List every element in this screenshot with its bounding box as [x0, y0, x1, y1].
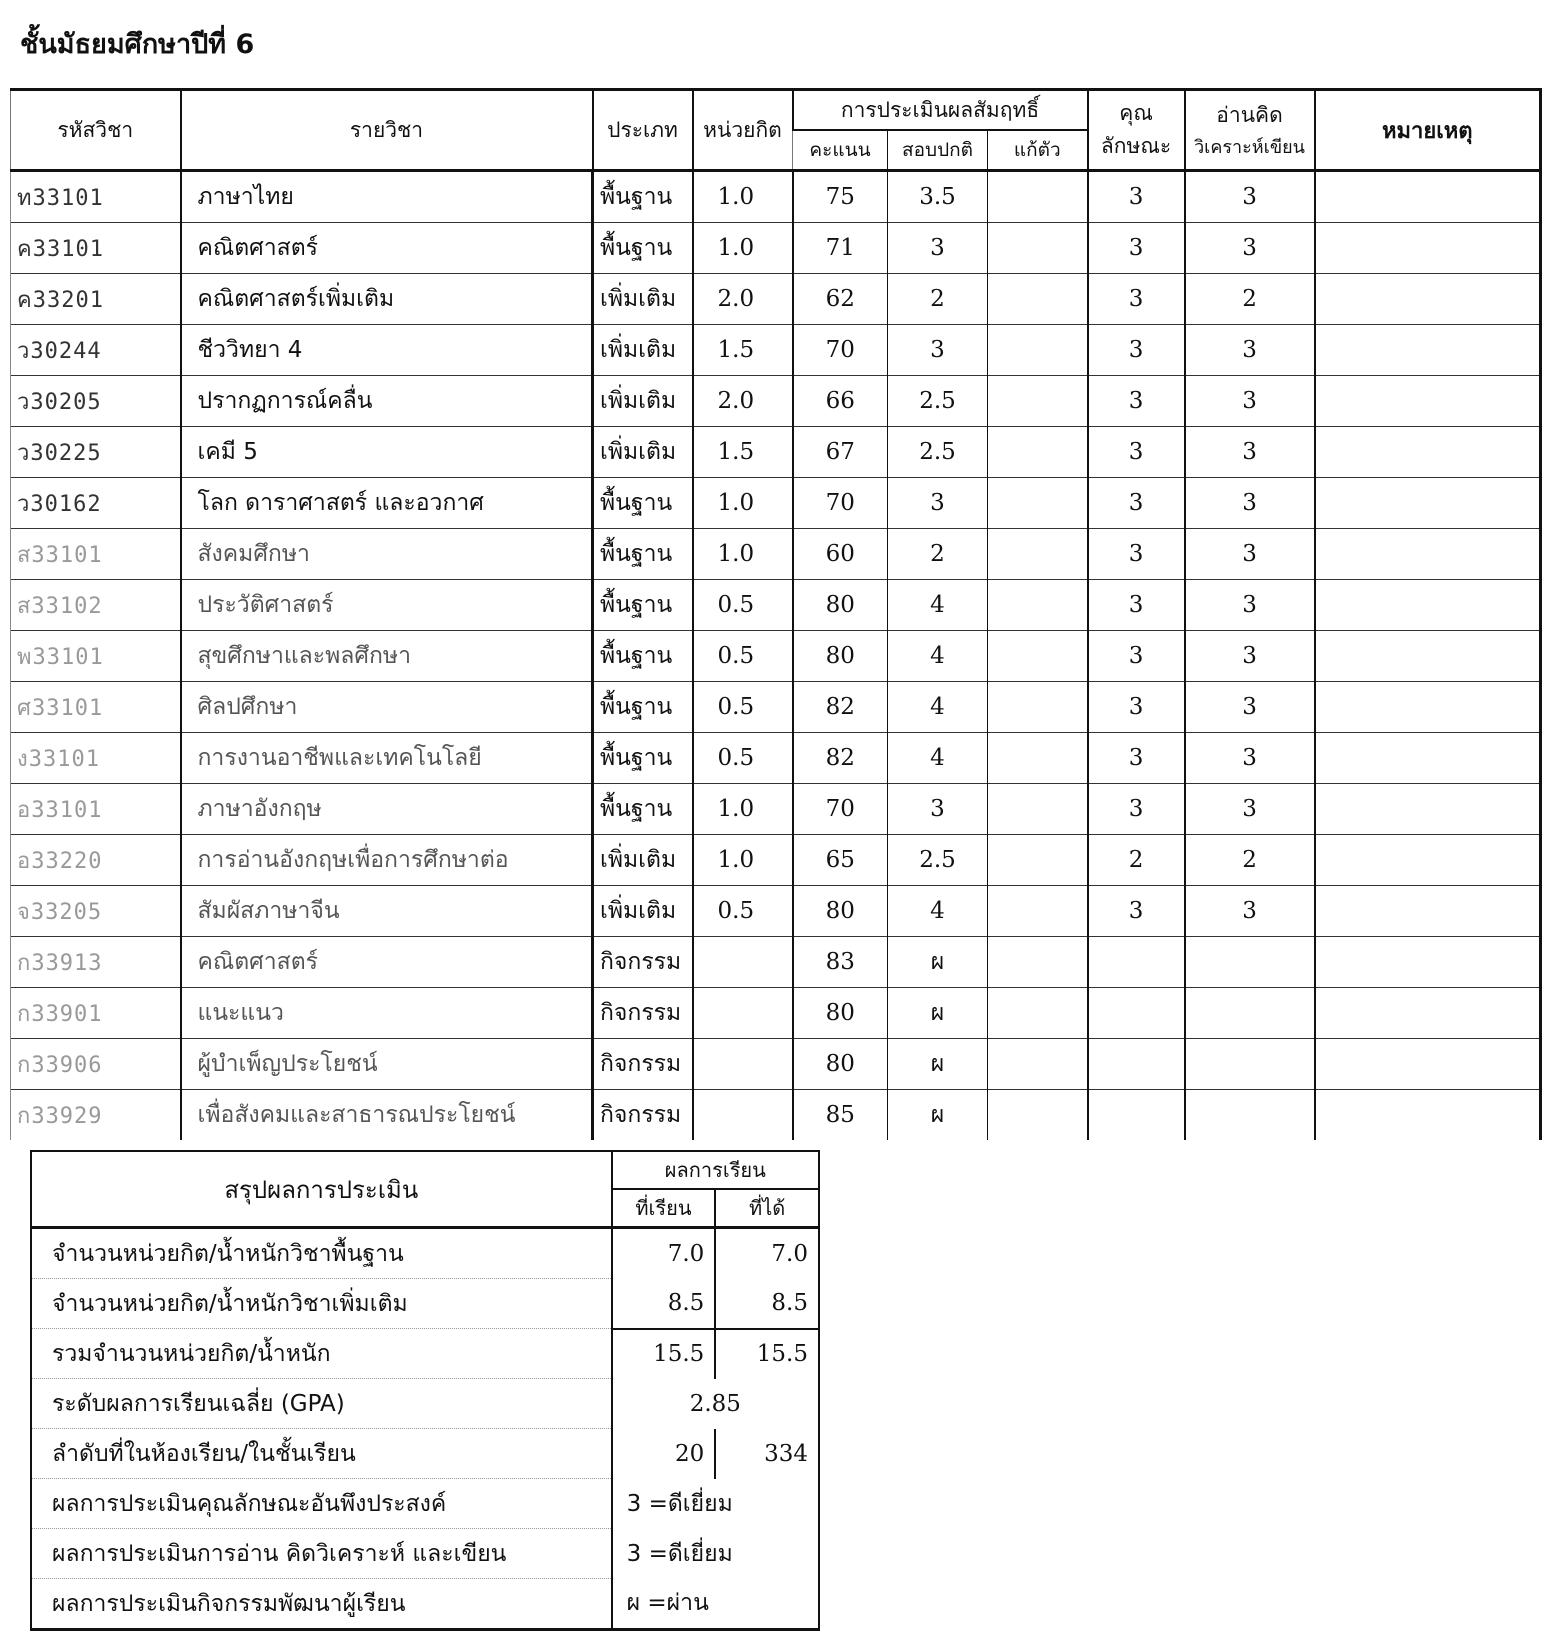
character-cell [1088, 988, 1185, 1039]
score-cell: 60 [793, 529, 888, 580]
credits-cell: 2.0 [693, 376, 793, 427]
subject-type: พื้นฐาน [593, 478, 693, 529]
subject-code: ค33201 [11, 274, 181, 325]
score-cell: 65 [793, 835, 888, 886]
summary-studied: 15.5 [612, 1329, 716, 1379]
reading-cell: 3 [1185, 580, 1315, 631]
subject-type: พื้นฐาน [593, 682, 693, 733]
subject-name: ชีววิทยา 4 [181, 325, 593, 376]
subject-name: ภาษาไทย [181, 171, 593, 223]
grade-cell: 3 [888, 325, 988, 376]
table-row [11, 325, 1541, 376]
subject-name: ประวัติศาสตร์ [181, 580, 593, 631]
remedial-cell [988, 1090, 1088, 1141]
subject-type: เพิ่มเติม [593, 427, 693, 478]
subject-code: ก33913 [11, 937, 181, 988]
summary-header-studied: ที่เรียน [612, 1189, 716, 1228]
grade-cell: ผ [888, 1090, 988, 1141]
subject-type: พื้นฐาน [593, 631, 693, 682]
subject-code: ว30244 [11, 325, 181, 376]
grade-cell: 2.5 [888, 427, 988, 478]
score-cell: 75 [793, 171, 888, 223]
summary-label: ลำดับที่ในห้องเรียน/ในชั้นเรียน [31, 1429, 612, 1479]
grade-cell: ผ [888, 937, 988, 988]
credits-cell [693, 937, 793, 988]
reading-cell: 3 [1185, 682, 1315, 733]
subject-type: เพิ่มเติม [593, 274, 693, 325]
character-cell [1088, 1039, 1185, 1090]
remark-cell [1315, 427, 1541, 478]
summary-row-character [31, 1479, 819, 1529]
header-character [1088, 90, 1185, 171]
grade-cell: 3.5 [888, 171, 988, 223]
header-assessment: การประเมินผลสัมฤทธิ์ [793, 90, 1088, 131]
summary-rank-grade: 334 [715, 1429, 819, 1479]
summary-label: ผลการประเมินการอ่าน คิดวิเคราะห์ และเขียน [31, 1529, 612, 1579]
remedial-cell [988, 784, 1088, 835]
character-cell: 3 [1088, 274, 1185, 325]
remedial-cell [988, 171, 1088, 223]
subject-name: โลก ดาราศาสตร์ และอวกาศ [181, 478, 593, 529]
subject-name: เคมี 5 [181, 427, 593, 478]
remedial-cell [988, 835, 1088, 886]
remark-cell [1315, 274, 1541, 325]
grade-cell: 2.5 [888, 835, 988, 886]
reading-cell: 3 [1185, 529, 1315, 580]
summary-label: ผลการประเมินกิจกรรมพัฒนาผู้เรียน [31, 1579, 612, 1630]
header-remarks: หมายเหตุ [1315, 90, 1541, 171]
summary-earned: 15.5 [715, 1329, 819, 1379]
character-cell: 3 [1088, 784, 1185, 835]
subject-code: อ33101 [11, 784, 181, 835]
subject-code: ส33102 [11, 580, 181, 631]
summary-row-basic [31, 1228, 819, 1279]
table-row [11, 733, 1541, 784]
subject-code: ก33901 [11, 988, 181, 1039]
header-character-line2: ลักษณะ [1100, 134, 1172, 158]
summary-header-label: สรุปผลการประเมิน [31, 1151, 612, 1228]
score-cell: 70 [793, 325, 888, 376]
reading-cell [1185, 1090, 1315, 1141]
subject-code: ว30225 [11, 427, 181, 478]
subject-name: ศิลปศึกษา [181, 682, 593, 733]
summary-header-earned: ที่ได้ [715, 1189, 819, 1228]
remark-cell [1315, 682, 1541, 733]
subject-code: ก33906 [11, 1039, 181, 1090]
credits-cell: 0.5 [693, 733, 793, 784]
remedial-cell [988, 529, 1088, 580]
grade-cell: 4 [888, 733, 988, 784]
header-subject: รายวิชา [181, 90, 593, 171]
subject-code: ค33101 [11, 223, 181, 274]
character-cell: 3 [1088, 733, 1185, 784]
summary-table [30, 1150, 820, 1631]
credits-cell: 0.5 [693, 682, 793, 733]
character-cell: 3 [1088, 580, 1185, 631]
subject-code: ส33101 [11, 529, 181, 580]
remark-cell [1315, 580, 1541, 631]
credits-cell: 0.5 [693, 631, 793, 682]
summary-character-value: 3 =ดีเยี่ยม [612, 1479, 819, 1529]
reading-cell: 3 [1185, 784, 1315, 835]
page-title: ชั้นมัธยมศึกษาปีที่ 6 [20, 29, 255, 60]
table-row [11, 223, 1541, 274]
score-cell: 70 [793, 784, 888, 835]
remark-cell [1315, 478, 1541, 529]
header-reading-line2: วิเคราะห์เขียน [1194, 137, 1305, 158]
summary-row-reading [31, 1529, 819, 1579]
remedial-cell [988, 376, 1088, 427]
subject-code: อ33220 [11, 835, 181, 886]
character-cell: 3 [1088, 325, 1185, 376]
header-type: ประเภท [593, 90, 693, 171]
remark-cell [1315, 631, 1541, 682]
remark-cell [1315, 1039, 1541, 1090]
character-cell: 3 [1088, 886, 1185, 937]
remark-cell [1315, 376, 1541, 427]
reading-cell: 3 [1185, 886, 1315, 937]
subject-name: ภาษาอังกฤษ [181, 784, 593, 835]
reading-cell: 3 [1185, 325, 1315, 376]
summary-studied: 7.0 [612, 1228, 716, 1279]
credits-cell [693, 1039, 793, 1090]
remedial-cell [988, 274, 1088, 325]
grades-table [10, 88, 1542, 1140]
grade-cell: 4 [888, 886, 988, 937]
subject-code: ว30162 [11, 478, 181, 529]
table-row [11, 274, 1541, 325]
subject-type: พื้นฐาน [593, 171, 693, 223]
subject-type: กิจกรรม [593, 1039, 693, 1090]
summary-header-results: ผลการเรียน [612, 1151, 819, 1189]
summary-label: จำนวนหน่วยกิต/น้ำหนักวิชาพื้นฐาน [31, 1228, 612, 1279]
header-character-line1: คุณ [1119, 101, 1153, 125]
credits-cell: 1.0 [693, 171, 793, 223]
subject-code: ก33929 [11, 1090, 181, 1141]
character-cell: 3 [1088, 682, 1185, 733]
subject-type: เพิ่มเติม [593, 376, 693, 427]
table-row [11, 1090, 1541, 1141]
grade-cell: 3 [888, 784, 988, 835]
summary-row-total [31, 1329, 819, 1379]
remedial-cell [988, 988, 1088, 1039]
score-cell: 80 [793, 580, 888, 631]
score-cell: 82 [793, 682, 888, 733]
subject-code: ศ33101 [11, 682, 181, 733]
subject-code: พ33101 [11, 631, 181, 682]
character-cell: 3 [1088, 478, 1185, 529]
header-credits: หน่วยกิต [693, 90, 793, 171]
table-row [11, 835, 1541, 886]
remedial-cell [988, 478, 1088, 529]
subject-code: ง33101 [11, 733, 181, 784]
remedial-cell [988, 580, 1088, 631]
character-cell [1088, 937, 1185, 988]
grade-cell: ผ [888, 1039, 988, 1090]
remark-cell [1315, 1090, 1541, 1141]
character-cell: 3 [1088, 376, 1185, 427]
table-row [11, 937, 1541, 988]
remedial-cell [988, 427, 1088, 478]
subject-name: เพื่อสังคมและสาธารณประโยชน์ [181, 1090, 593, 1141]
header-reading-line1: อ่านคิด [1216, 103, 1283, 127]
summary-label: รวมจำนวนหน่วยกิต/น้ำหนัก [31, 1329, 612, 1379]
summary-row-rank [31, 1429, 819, 1479]
score-cell: 80 [793, 1039, 888, 1090]
subject-type: กิจกรรม [593, 1090, 693, 1141]
header-reading [1185, 90, 1315, 171]
credits-cell: 1.5 [693, 325, 793, 376]
subject-name: การอ่านอังกฤษเพื่อการศึกษาต่อ [181, 835, 593, 886]
header-score: คะแนน [793, 130, 888, 171]
subject-name: สังคมศึกษา [181, 529, 593, 580]
summary-gpa-value: 2.85 [612, 1379, 819, 1429]
score-cell: 80 [793, 886, 888, 937]
score-cell: 62 [793, 274, 888, 325]
reading-cell: 2 [1185, 835, 1315, 886]
table-row [11, 988, 1541, 1039]
summary-label: ผลการประเมินคุณลักษณะอันพึงประสงค์ [31, 1479, 612, 1529]
remark-cell [1315, 733, 1541, 784]
summary-row-gpa [31, 1379, 819, 1429]
summary-rank-room: 20 [612, 1429, 716, 1479]
credits-cell: 1.0 [693, 529, 793, 580]
reading-cell [1185, 1039, 1315, 1090]
score-cell: 80 [793, 631, 888, 682]
character-cell: 2 [1088, 835, 1185, 886]
remedial-cell [988, 631, 1088, 682]
credits-cell [693, 1090, 793, 1141]
subject-type: เพิ่มเติม [593, 325, 693, 376]
credits-cell: 1.0 [693, 784, 793, 835]
subject-name: สุขศึกษาและพลศึกษา [181, 631, 593, 682]
grade-cell: 4 [888, 580, 988, 631]
score-cell: 85 [793, 1090, 888, 1141]
character-cell: 3 [1088, 631, 1185, 682]
subject-type: พื้นฐาน [593, 733, 693, 784]
credits-cell: 1.5 [693, 427, 793, 478]
credits-cell [693, 988, 793, 1039]
remedial-cell [988, 1039, 1088, 1090]
header-normal-exam: สอบปกติ [888, 130, 988, 171]
score-cell: 67 [793, 427, 888, 478]
subject-type: พื้นฐาน [593, 529, 693, 580]
character-cell [1088, 1090, 1185, 1141]
grade-cell: 4 [888, 682, 988, 733]
header-remedial: แก้ตัว [988, 130, 1088, 171]
summary-studied: 8.5 [612, 1279, 716, 1329]
table-row [11, 580, 1541, 631]
subject-type: เพิ่มเติม [593, 835, 693, 886]
table-row [11, 682, 1541, 733]
summary-earned: 8.5 [715, 1279, 819, 1329]
table-row [11, 529, 1541, 580]
remark-cell [1315, 325, 1541, 376]
summary-label: ระดับผลการเรียนเฉลี่ย (GPA) [31, 1379, 612, 1429]
remedial-cell [988, 733, 1088, 784]
subject-type: พื้นฐาน [593, 580, 693, 631]
remedial-cell [988, 682, 1088, 733]
reading-cell: 3 [1185, 427, 1315, 478]
table-row [11, 427, 1541, 478]
credits-cell: 2.0 [693, 274, 793, 325]
character-cell: 3 [1088, 427, 1185, 478]
table-row [11, 886, 1541, 937]
reading-cell [1185, 988, 1315, 1039]
subject-code: ท33101 [11, 171, 181, 223]
subject-name: ผู้บำเพ็ญประโยชน์ [181, 1039, 593, 1090]
remark-cell [1315, 835, 1541, 886]
score-cell: 80 [793, 988, 888, 1039]
subject-code: ว30205 [11, 376, 181, 427]
summary-earned: 7.0 [715, 1228, 819, 1279]
subject-name: คณิตศาสตร์ [181, 223, 593, 274]
credits-cell: 1.0 [693, 835, 793, 886]
grade-cell: 2 [888, 274, 988, 325]
remark-cell [1315, 937, 1541, 988]
remark-cell [1315, 529, 1541, 580]
summary-label: จำนวนหน่วยกิต/น้ำหนักวิชาเพิ่มเติม [31, 1279, 612, 1329]
reading-cell: 3 [1185, 376, 1315, 427]
table-row [11, 376, 1541, 427]
remedial-cell [988, 937, 1088, 988]
header-code: รหัสวิชา [11, 90, 181, 171]
score-cell: 70 [793, 478, 888, 529]
summary-row-extra [31, 1279, 819, 1329]
reading-cell: 3 [1185, 171, 1315, 223]
table-row [11, 784, 1541, 835]
grade-cell: 2.5 [888, 376, 988, 427]
character-cell: 3 [1088, 529, 1185, 580]
subject-type: พื้นฐาน [593, 223, 693, 274]
table-row [11, 631, 1541, 682]
score-cell: 66 [793, 376, 888, 427]
subject-type: กิจกรรม [593, 988, 693, 1039]
reading-cell: 3 [1185, 478, 1315, 529]
reading-cell: 3 [1185, 733, 1315, 784]
subject-type: พื้นฐาน [593, 784, 693, 835]
grade-cell: ผ [888, 988, 988, 1039]
score-cell: 71 [793, 223, 888, 274]
subject-type: กิจกรรม [593, 937, 693, 988]
subject-code: จ33205 [11, 886, 181, 937]
grade-cell: 2 [888, 529, 988, 580]
credits-cell: 0.5 [693, 580, 793, 631]
character-cell: 3 [1088, 223, 1185, 274]
remedial-cell [988, 886, 1088, 937]
subject-name: ปรากฏการณ์คลื่น [181, 376, 593, 427]
subject-name: คณิตศาสตร์เพิ่มเติม [181, 274, 593, 325]
score-cell: 83 [793, 937, 888, 988]
grade-cell: 3 [888, 478, 988, 529]
character-cell: 3 [1088, 171, 1185, 223]
remark-cell [1315, 988, 1541, 1039]
grade-cell: 3 [888, 223, 988, 274]
remark-cell [1315, 886, 1541, 937]
summary-activity-value: ผ =ผ่าน [612, 1579, 819, 1630]
reading-cell [1185, 937, 1315, 988]
remedial-cell [988, 223, 1088, 274]
table-row [11, 171, 1541, 223]
score-cell: 82 [793, 733, 888, 784]
table-row [11, 478, 1541, 529]
summary-row-activity [31, 1579, 819, 1630]
subject-name: สัมผัสภาษาจีน [181, 886, 593, 937]
credits-cell: 0.5 [693, 886, 793, 937]
subject-name: แนะแนว [181, 988, 593, 1039]
subject-type: เพิ่มเติม [593, 886, 693, 937]
remark-cell [1315, 784, 1541, 835]
reading-cell: 3 [1185, 631, 1315, 682]
reading-cell: 2 [1185, 274, 1315, 325]
grade-cell: 4 [888, 631, 988, 682]
subject-name: การงานอาชีพและเทคโนโลยี [181, 733, 593, 784]
credits-cell: 1.0 [693, 223, 793, 274]
credits-cell: 1.0 [693, 478, 793, 529]
remedial-cell [988, 325, 1088, 376]
summary-reading-value: 3 =ดีเยี่ยม [612, 1529, 819, 1579]
remark-cell [1315, 171, 1541, 223]
reading-cell: 3 [1185, 223, 1315, 274]
table-row [11, 1039, 1541, 1090]
remark-cell [1315, 223, 1541, 274]
subject-name: คณิตศาสตร์ [181, 937, 593, 988]
